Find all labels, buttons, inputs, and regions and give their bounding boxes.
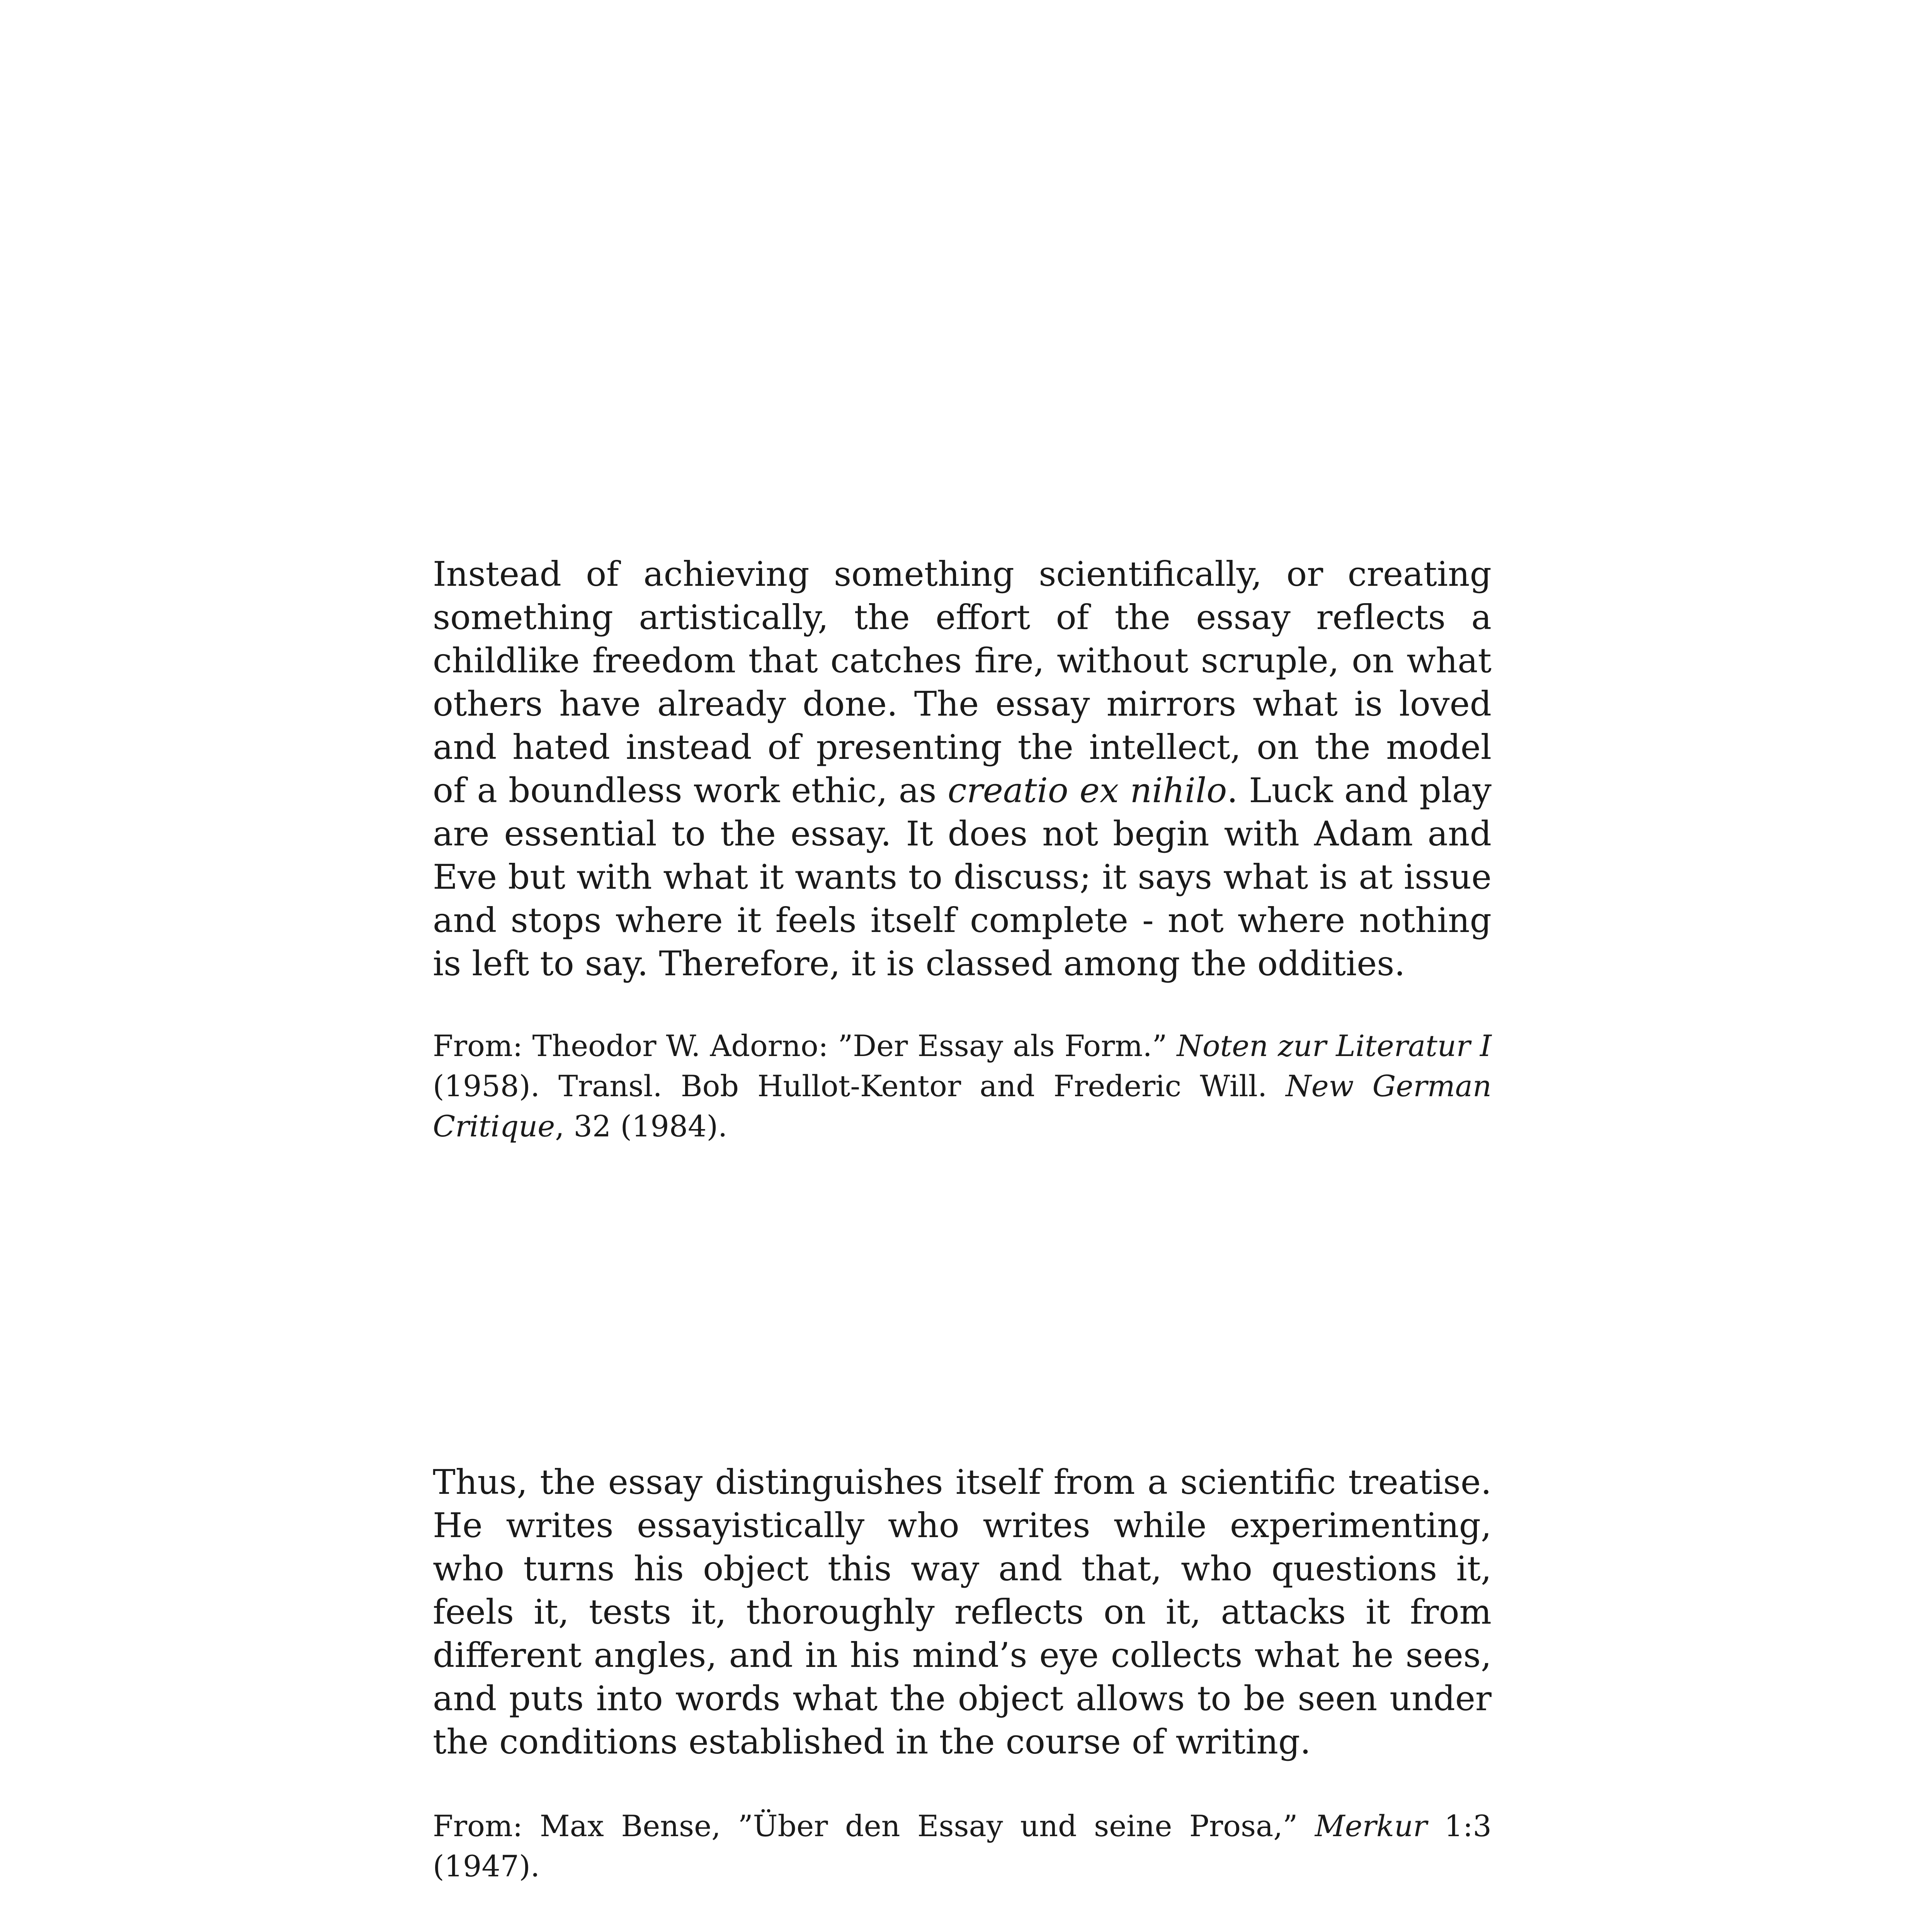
adorno-quote-block: [433, 553, 1492, 1146]
adorno-citation-translation: (1958). Transl. Bob Hullot-Kentor and Frederic Will.: [433, 1069, 1286, 1103]
bense-citation-journal: Merkur: [1315, 1809, 1427, 1843]
adorno-citation: [433, 1026, 1492, 1146]
adorno-quote-part-2: . Luck and play are essential to the essay. It does not begin with Adam and Eve but with what it wants to discuss; it says what is at issue and stops where it feels itself complete - not where nothing is left to say. Therefore, it is classed among the oddities.: [433, 770, 1492, 983]
bense-citation: [433, 1806, 1492, 1886]
bense-citation-author: From: Max Bense, ”Über den Essay und seine Prosa,”: [433, 1809, 1315, 1843]
adorno-citation-journal: New German Critique: [433, 1069, 1492, 1143]
adorno-citation-issue: , 32 (1984).: [555, 1109, 728, 1143]
adorno-quote-italic: creatio ex nihilo: [947, 770, 1227, 810]
adorno-quote-part-1: Instead of achieving something scientifically, or creating something artistically, the effort of the essay reflects a childlike freedom that catches fire, without scruple, on what others have already done. The essay mirrors what is loved and hated instead of presenting the intellect, on the model of a boundless work ethic, as: [433, 554, 1492, 810]
adorno-citation-author: From: Theodor W. Adorno: ”Der Essay als Form.”: [433, 1029, 1177, 1063]
bense-citation-issue: 1:3 (1947).: [433, 1809, 1492, 1883]
bense-quote-block: [433, 1461, 1492, 1886]
bense-quote: Thus, the essay distinguishes itself from a scientific treatise. He writes essayistically who writes while experimenting, who turns his object this way and that, who questions it, feels it, tests it, thoroughly reflects on it, attacks it from different angles, and in his mind’s eye collects what he sees, and puts into words what the object allows to be seen under the conditions established in the course of writing.: [433, 1462, 1492, 1762]
adorno-citation-book-title: Noten zur Literatur I: [1177, 1029, 1492, 1063]
adorno-quote: [433, 553, 1492, 985]
